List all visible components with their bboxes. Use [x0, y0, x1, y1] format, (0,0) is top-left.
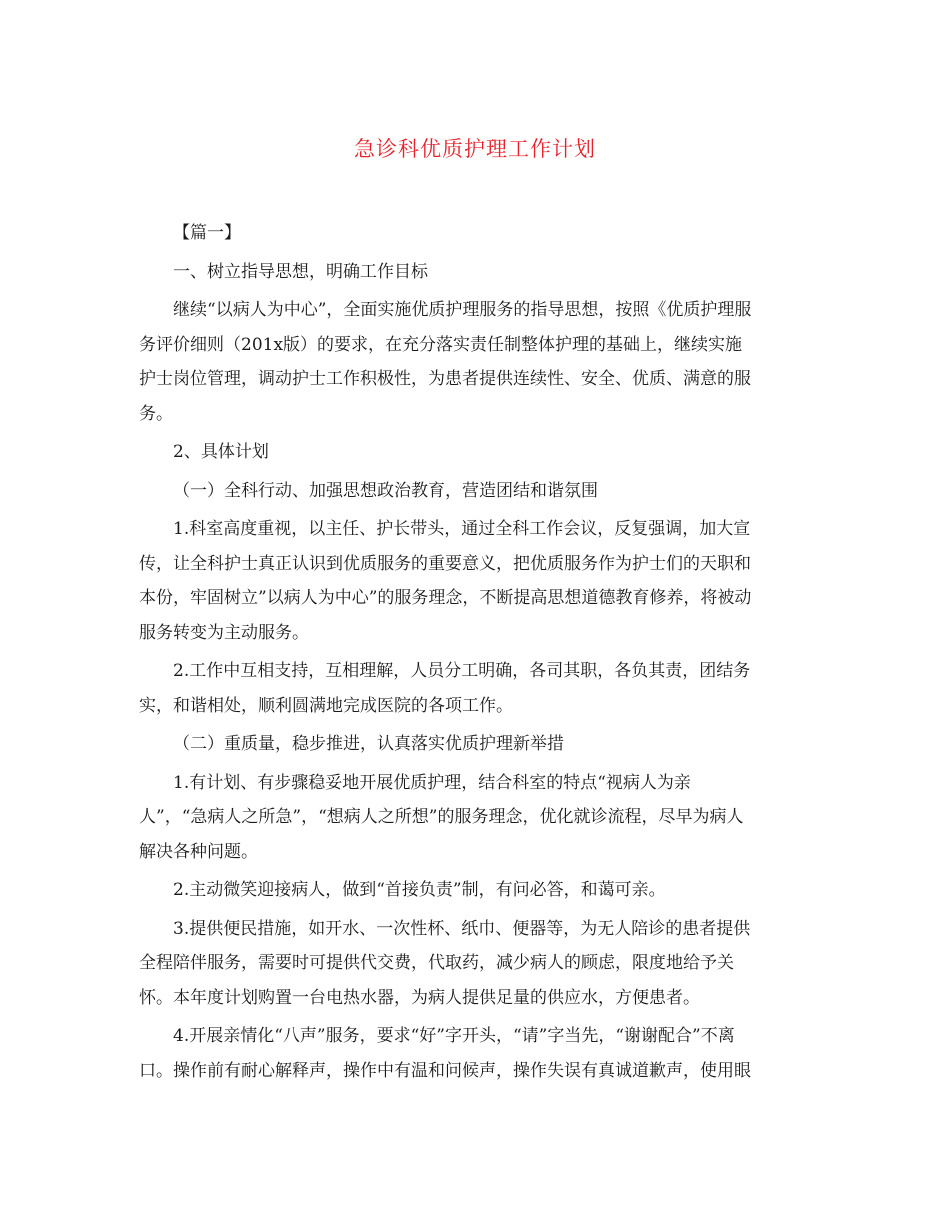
paragraph-line: 1.有计划、有步骤稳妥地开展优质护理，结合科室的特点“视病人为亲 — [173, 772, 691, 793]
paragraph-line: 人”，“急病人之所急”，“想病人之所想”的服务理念，优化就诊流程，尽早为病人 — [139, 807, 744, 827]
paragraph — [139, 873, 811, 908]
paragraph — [139, 727, 811, 762]
paragraph-line: （二）重质量，稳步推进，认真落实优质护理新举措 — [173, 734, 564, 754]
paragraph — [139, 435, 811, 470]
paragraph-line: 传，让全科护士真正认识到优质服务的重要意义，把优质服务作为护士们的天职和 — [139, 553, 751, 574]
paragraph-line: 口。操作前有耐心解释声，操作中有温和问候声，操作失误有真诚道歉声，使用眼 — [139, 1060, 751, 1081]
paragraph — [139, 293, 811, 431]
paragraph-line: 2.主动微笑迎接病人，做到“首接负责”制，有问必答，和蔼可亲。 — [173, 880, 666, 900]
paragraph-line: 务评价细则（201x版）的要求，在充分落实责任制整体护理的基础上，继续实施 — [139, 334, 743, 355]
paragraph — [139, 216, 811, 251]
paragraph-line: 务。 — [139, 403, 173, 424]
paragraph-line: 一、树立指导思想，明确工作目标 — [173, 261, 428, 282]
paragraph-line: 2、具体计划 — [173, 442, 269, 462]
paragraph — [139, 654, 811, 723]
paragraph-line: 解决各种问题。 — [139, 841, 258, 862]
document-body — [139, 216, 811, 1088]
document-title: 急诊科优质护理工作计划 — [354, 137, 596, 161]
paragraph — [139, 766, 811, 870]
paragraph-line: 护士岗位管理，调动护士工作积极性，为患者提供连续性、安全、优质、满意的服 — [139, 369, 751, 389]
paragraph-line: 【篇一】 — [173, 223, 241, 243]
paragraph — [139, 255, 811, 290]
paragraph-line: 3.提供便民措施，如开水、一次性杯、纸巾、便器等，为无人陪诊的患者提供 — [173, 918, 751, 939]
paragraph-line: （一）全科行动、加强思想政治教育，营造团结和谐氛围 — [173, 480, 598, 501]
paragraph — [139, 1019, 811, 1088]
paragraph-line: 怀。本年度计划购置一台电热水器，为病人提供足量的供应水，方便患者。 — [139, 987, 700, 1008]
paragraph-line: 服务转变为主动服务。 — [139, 622, 309, 643]
paragraph-line: 全程陪伴服务，需要时可提供代交费，代取药，减少病人的顾虑，限度地给予关 — [139, 953, 734, 973]
paragraph-line: 本份，牢固树立”以病人为中心”的服务理念，不断提高思想道德教育修养，将被动 — [139, 588, 752, 608]
paragraph — [139, 512, 811, 650]
paragraph — [139, 912, 811, 1016]
paragraph-line: 2.工作中互相支持，互相理解，人员分工明确，各司其职，各负其责，团结务 — [173, 661, 751, 681]
paragraph-line: 1.科室高度重视，以主任、护长带头，通过全科工作会议，反复强调，加大宣 — [173, 519, 751, 539]
paragraph — [139, 474, 811, 509]
paragraph-line: 实，和谐相处，顺利圆满地完成医院的各项工作。 — [139, 695, 513, 716]
paragraph-line: 继续“以病人为中心”，全面实施优质护理服务的指导思想，按照《优质护理服 — [173, 300, 752, 320]
paragraph-line: 4.开展亲情化“八声”服务，要求“好”字开头，“请”字当先，“谢谢配合”不离 — [173, 1026, 735, 1046]
